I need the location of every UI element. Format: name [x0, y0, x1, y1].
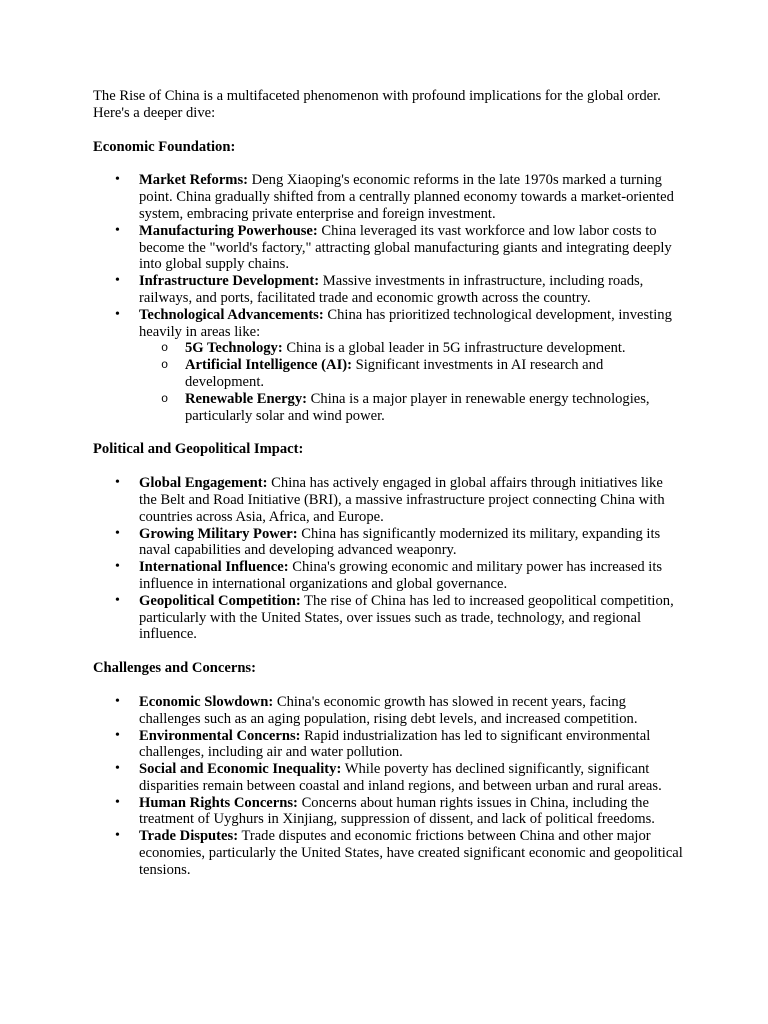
item-text: Rapid industrialization has led to significant environmental challenges, including air and water pollution. — [139, 727, 651, 761]
bullet-icon: • — [115, 222, 120, 238]
list-item — [93, 273, 683, 307]
item-term: Geopolitical Competition: — [139, 592, 301, 609]
sub-list-item — [139, 357, 683, 391]
circle-bullet-icon: o — [161, 391, 169, 406]
bullet-icon: • — [115, 172, 120, 188]
subitem-term: 5G Technology: — [185, 340, 283, 357]
bullet-icon: • — [115, 306, 120, 322]
list-item — [93, 307, 683, 425]
list-item — [93, 172, 683, 222]
bullet-icon: • — [115, 794, 120, 810]
sub-list — [139, 340, 683, 424]
bullet-icon: • — [115, 761, 120, 777]
item-term: Infrastructure Development: — [139, 273, 320, 290]
section-heading: Challenges and Concerns: — [93, 660, 256, 677]
bullet-icon: • — [115, 475, 120, 491]
bullet-icon: • — [115, 592, 120, 608]
item-text: China leveraged its vast workforce and low labor costs to become the "world's factory," attracting global manufacturing giants and integrating deeply into global supply chains. — [139, 222, 672, 273]
list-item — [93, 795, 683, 829]
bullet-icon: • — [115, 828, 120, 844]
item-term: Global Engagement: — [139, 475, 268, 492]
list-item — [93, 223, 683, 273]
item-text: Concerns about human rights issues in China, including the treatment of Uyghurs in Xinjiang, suppression of dissent, and lack of political freedoms. — [139, 794, 655, 828]
bullet-icon: • — [115, 273, 120, 289]
item-term: Social and Economic Inequality: — [139, 761, 342, 778]
subitem-term: Artificial Intelligence (AI): — [185, 357, 352, 374]
bullet-list — [93, 475, 683, 643]
item-text: Deng Xiaoping's economic reforms in the late 1970s marked a turning point. China gradually shifted from a centrally planned economy towards a market-oriented system, embracing private enterprise and foreign investment. — [139, 172, 674, 222]
bullet-icon: • — [115, 693, 120, 709]
sub-list-item — [139, 391, 683, 425]
item-term: Economic Slowdown: — [139, 693, 274, 710]
item-term: Manufacturing Powerhouse: — [139, 222, 318, 239]
item-term: Technological Advancements: — [139, 306, 324, 323]
bullet-icon: • — [115, 559, 120, 575]
list-item — [93, 828, 683, 878]
subitem-text: China is a global leader in 5G infrastructure development. — [282, 340, 626, 357]
bullet-list — [93, 694, 683, 879]
bullet-icon: • — [115, 727, 120, 743]
item-term: Environmental Concerns: — [139, 727, 301, 744]
item-text: While poverty has declined significantly, significant disparities remain between coastal and inland regions, and between urban and rural areas. — [139, 761, 662, 794]
item-text: China has significantly modernized its military, expanding its naval capabilities and developing advanced weaponry. — [139, 525, 661, 559]
list-item — [93, 475, 683, 525]
list-item — [93, 761, 683, 795]
list-item — [93, 694, 683, 728]
list-item — [93, 728, 683, 762]
item-text: Trade disputes and economic frictions between China and other major economies, particularly the United States, have created significant economic and geopolitical tensions. — [139, 828, 683, 878]
item-term: Market Reforms: — [139, 172, 248, 189]
item-term: Trade Disputes: — [139, 828, 239, 845]
list-item — [93, 593, 683, 643]
circle-bullet-icon: o — [161, 341, 169, 356]
circle-bullet-icon: o — [161, 358, 169, 373]
section-heading: Economic Foundation: — [93, 138, 236, 155]
item-term: Human Rights Concerns: — [139, 794, 298, 811]
item-text: China's growing economic and military power has increased its influence in international organizations and global governance. — [139, 559, 663, 592]
item-term: Growing Military Power: — [139, 525, 298, 542]
subitem-text: China is a major player in renewable energy technologies, particularly solar and wind power. — [185, 390, 650, 424]
list-item — [93, 559, 683, 593]
item-text: China has actively engaged in global affairs through initiatives like the Belt and Road Initiative (BRI), a massive infrastructure project connecting China with countries across Asia, Africa, and Europe. — [139, 475, 665, 525]
bullet-list — [93, 172, 683, 424]
list-item — [93, 526, 683, 560]
bullet-icon: • — [115, 525, 120, 541]
item-text: China's economic growth has slowed in recent years, facing challenges such as an aging population, rising debt levels, and increased competition. — [139, 693, 638, 727]
item-text: The rise of China has led to increased geopolitical competition, particularly with the United States, over issues such as trade, technology, and regional influence. — [139, 592, 674, 643]
subitem-term: Renewable Energy: — [185, 390, 308, 407]
sub-list-item — [139, 340, 683, 357]
item-text: Massive investments in infrastructure, including roads, railways, and ports, facilitated trade and economic growth across the country. — [139, 273, 644, 306]
section-heading: Political and Geopolitical Impact: — [93, 441, 304, 458]
item-text: China has prioritized technological development, investing heavily in areas like: — [139, 306, 672, 340]
document-body — [93, 139, 683, 879]
intro-paragraph: The Rise of China is a multifaceted phenomenon with profound implications for the global order. Here's a deeper dive: — [93, 88, 661, 121]
subitem-text: Significant investments in AI research and development. — [185, 357, 604, 390]
document-page — [93, 88, 683, 896]
item-term: International Influence: — [139, 559, 289, 576]
